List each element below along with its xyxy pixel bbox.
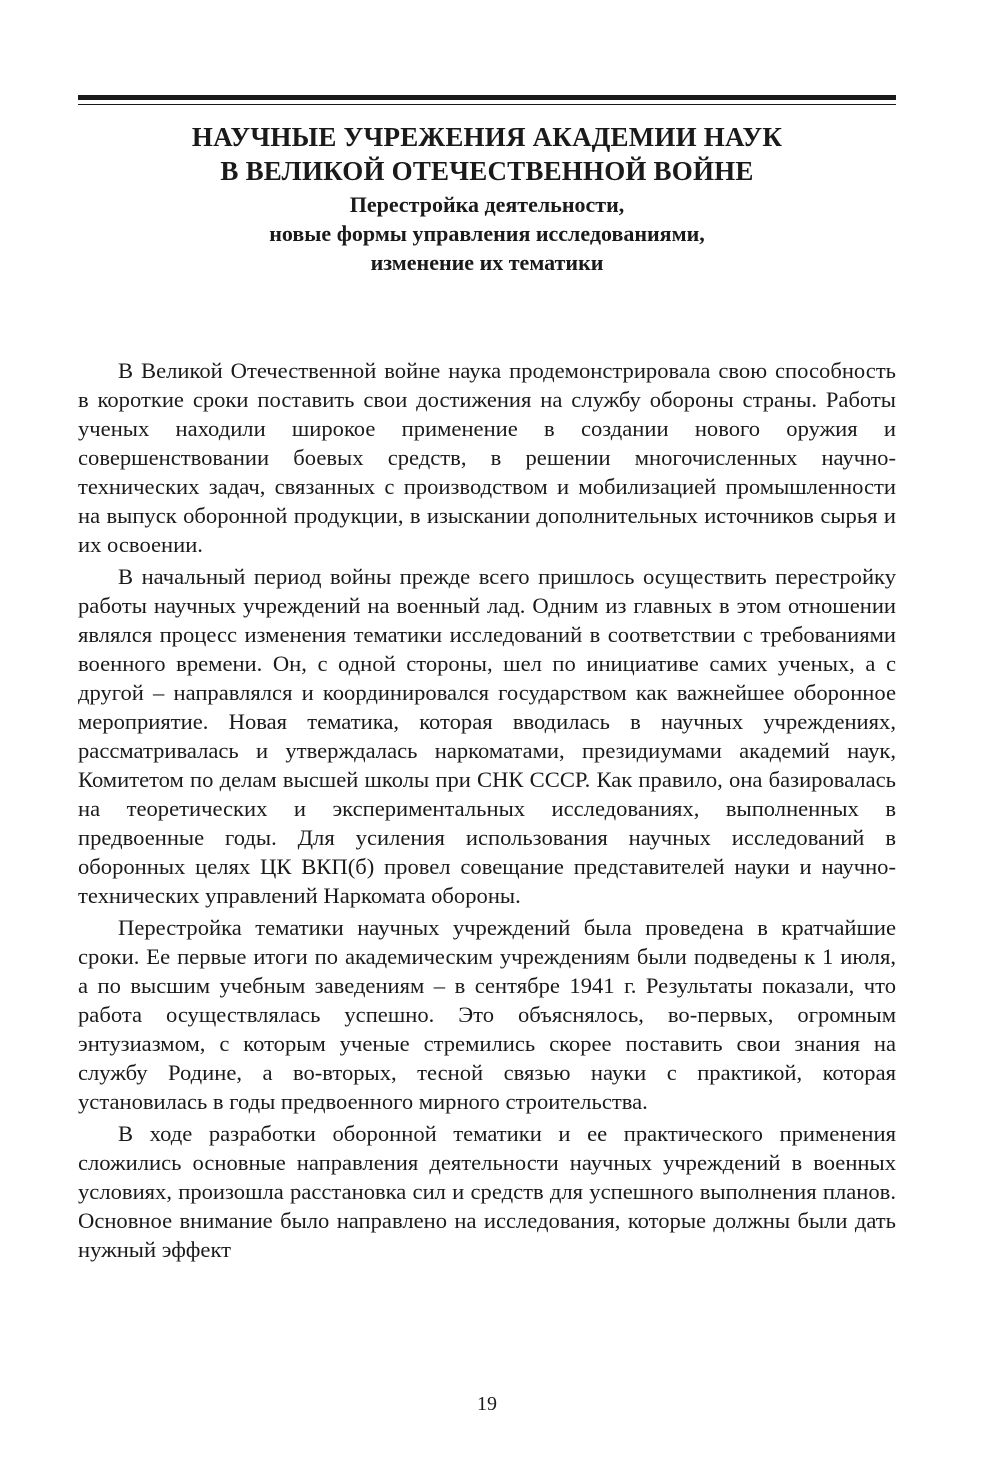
- chapter-subtitle-line: новые формы управления исследованиями,: [269, 221, 705, 246]
- chapter-subtitle-line: Перестройка деятельности,: [349, 192, 625, 217]
- paragraph: Перестройка тематики научных учреждений была проведена в кратчайшие сроки. Ее первые итоги по академическим учреждениям были подведены к 1 июля, а по высшим учебным заведениям – в сентябре 1941 г. Результаты показали, что работа осуществлялась успешно. Это объяснялось, во-первых, огромным энтузиазмом, с которым ученые стремились скорее поставить свои знания на службу Родине, а во-вторых, тесной связью науки с практикой, которая установилась в годы предвоенного мирного строительства.: [78, 915, 896, 1114]
- paragraph: В ходе разработки оборонной тематики и ее практического применения сложились основные направления деятельности научных учреждений в военных условиях, произошла расстановка сил и средств для успешного выполнения планов. Основное внимание было направлено на исследования, которые должны были дать нужный эффект: [78, 1121, 896, 1262]
- chapter-subtitle-line: изменение их тематики: [370, 250, 604, 275]
- header-rule-thick: [78, 95, 896, 100]
- chapter-title-line: НАУЧНЫЕ УЧРЕЖЕНИЯ АКАДЕМИИ НАУК: [191, 122, 783, 152]
- book-page: [78, 0, 896, 1478]
- paragraph: В Великой Отечественной войне наука продемонстрировала свою способность в короткие сроки поставить свои достижения на службу обороны страны. Работы ученых находили широкое применение в создании нового оружия и совершенствовании боевых средств, в решении многочисленных научно-технических задач, связанных с производством и мобилизацией промышленности на выпуск оборонной продукции, в изыскании дополнительных источников сырья и их освоении.: [78, 358, 896, 557]
- chapter-header: [78, 120, 896, 277]
- body-text: [78, 356, 896, 1267]
- paragraph: В начальный период войны прежде всего пришлось осуществить перестройку работы научных учреждений на военный лад. Одним из главных в этом отношении являлся процесс изменения тематики исследований в соответствии с требованиями военного времени. Он, с одной стороны, шел по инициативе самих ученых, а с другой – направлялся и координировался государством как важнейшее оборонное мероприятие. Новая тематика, которая вводилась в научных учреждениях, рассматривалась и утверждалась наркоматами, президиумами академий наук, Комитетом по делам высшей школы при СНК СССР. Как правило, она базировалась на теоретических и экспериментальных исследованиях, выполненных в предвоенные годы. Для усиления использования научных исследований в оборонных целях ЦК ВКП(б) провел совещание представителей науки и научно-технических управлений Наркомата обороны.: [78, 564, 896, 908]
- page-number: 19: [477, 1393, 497, 1415]
- header-rule-thin: [78, 104, 896, 105]
- chapter-title-line: В ВЕЛИКОЙ ОТЕЧЕСТВЕННОЙ ВОЙНЕ: [220, 156, 754, 186]
